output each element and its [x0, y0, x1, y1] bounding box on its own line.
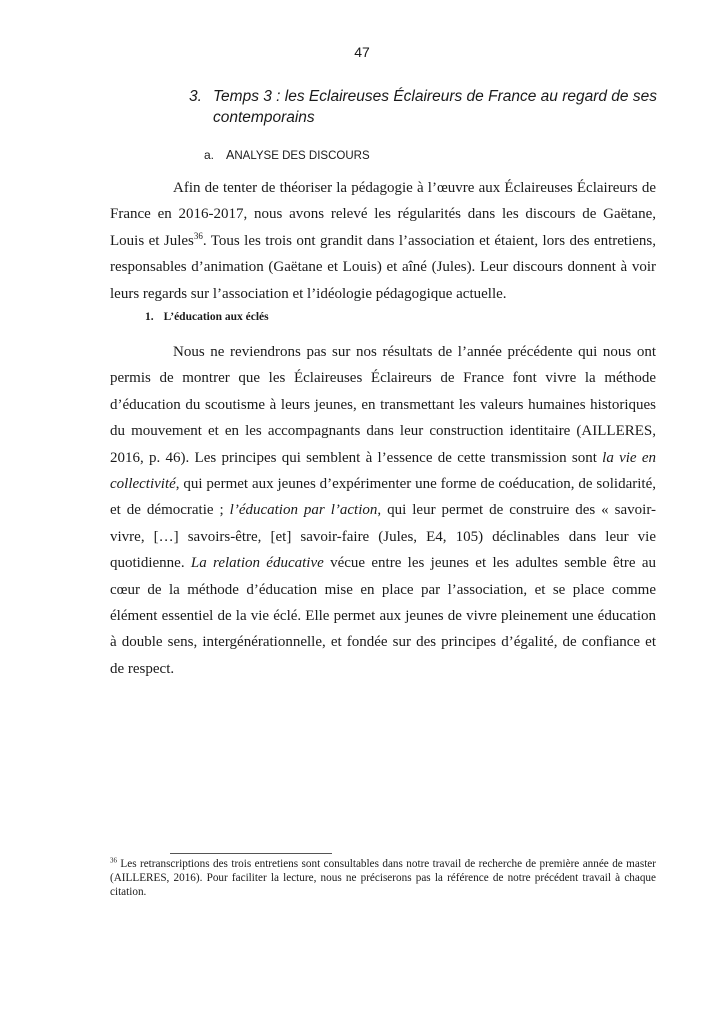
paragraph-intro — [110, 175, 656, 307]
paragraph-text: Afin de tenter de théoriser la pédagogie à l’œuvre aux Éclaireuses Éclaireurs de France en 2016-2017, nous avons relevé les régularités dans les discours de Gaëtane, Louis et Jules — [110, 180, 656, 249]
section-title: Temps 3 : les Eclaireuses Éclaireurs de France au regard de ses contemporains — [213, 88, 657, 126]
emphasis-text: la vie en collectivité — [110, 449, 657, 493]
section-heading — [189, 86, 659, 128]
footnote — [110, 857, 656, 899]
footnote-separator — [170, 853, 332, 854]
subsection-heading — [204, 148, 370, 162]
subheading-number: 1. — [145, 311, 154, 323]
emphasis-text: La relation éducative — [190, 555, 324, 572]
subheading — [145, 311, 269, 323]
subsection-title-initial: A — [226, 148, 235, 162]
paragraph-text: Nous ne reviendrons pas sur nos résultats de l’année précédente qui nous ont permis de montrer que les Éclaireuses Éclaireurs de France font vivre la méthode d’éducation du scoutisme à leurs jeunes, en transmettant les valeurs humaines historiques du mouvement et en les accompagnants dans leur construction identitaire (AILLERES, 2016, p. 46). Les principes qui semblent à l’essence de cette transmission sont — [110, 344, 656, 466]
paragraph-text: , qui leur permet de construire des « savoir-vivre, […] savoirs-être, [et] savoir-faire (Jules, E4, 105) déclinables dans leur vie quotidienne. — [110, 502, 657, 572]
paragraph-text: , qui permet aux jeunes d’expérimenter une forme de coéducation, de solidarité, et de démocratie ; — [110, 476, 656, 519]
emphasis-text: l’éducation par l’action — [229, 502, 378, 519]
footnote-text: Les retranscriptions des trois entretiens sont consultables dans notre travail de recherche de première année de master (AILLERES, 2016). Pour faciliter la lecture, nous ne préciserons pas la référence de notre précédent travail à chaque citation. — [110, 858, 656, 898]
footnote-number: 36 — [110, 856, 117, 865]
subheading-title: L’éducation aux éclés — [163, 311, 269, 323]
paragraph-text: . Tous les trois ont grandit dans l’association et étaient, lors des entretiens, responsables d’animation (Gaëtane et Louis) et aîné (Jules). Leur discours donnent à voir leurs regards sur l’association et l’idéologie pédagogique actuelle. — [110, 232, 656, 302]
page-number: 47 — [354, 44, 370, 60]
subsection-number: a. — [204, 148, 215, 162]
paragraph-education — [110, 339, 656, 682]
subsection-title-rest: NALYSE DES DISCOURS — [234, 150, 370, 162]
section-number: 3. — [189, 88, 202, 105]
footnote-ref[interactable]: 36 — [193, 230, 203, 241]
paragraph-text: vécue entre les jeunes et les adultes semble être au cœur de la méthode d’éducation mise en place par l’association, et se place comme élément essentiel de la vie éclé. Elle permet aux jeunes de vivre pleinement une éducation à double sens, intergénérationnelle, et fondée sur des principes d’égalité, de confiance et de respect. — [110, 555, 656, 677]
